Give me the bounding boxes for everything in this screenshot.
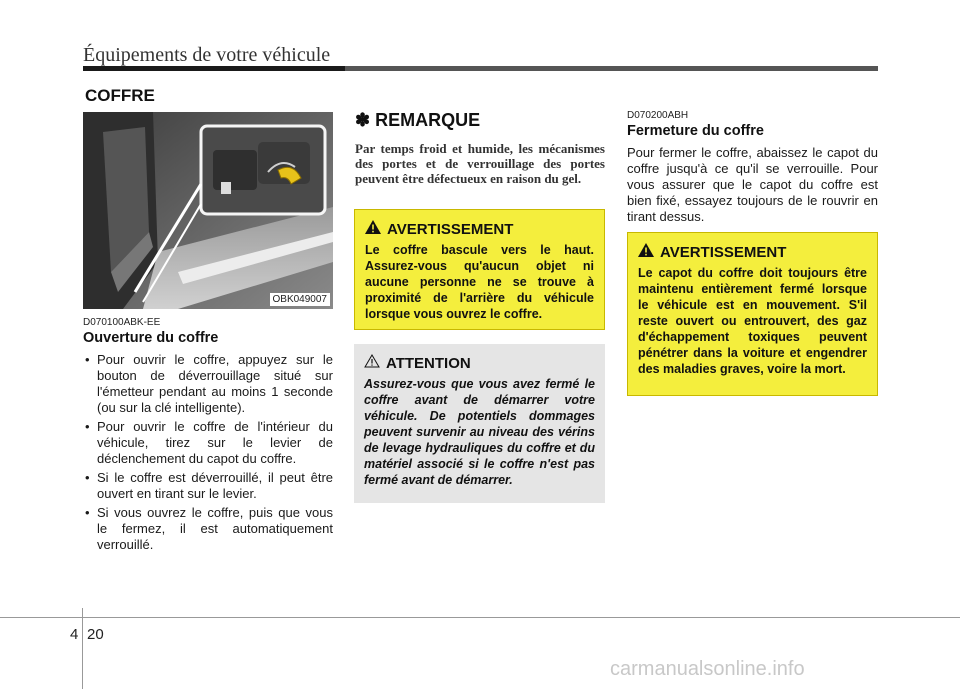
attention-title: ATTENTION bbox=[386, 355, 471, 372]
section-title: COFFRE bbox=[85, 86, 155, 105]
remark-title: ✽ REMARQUE bbox=[355, 110, 481, 130]
watermark: carmanualsonline.info bbox=[610, 658, 805, 680]
warning-title: AVERTISSEMENT bbox=[387, 221, 514, 238]
closing-text: Pour fermer le coffre, abaissez le capot du coffre jusqu'à ce qu'il se verrouille. Pour vous assurer que le capot du coffre est bien fixé, essayez toujours de le rouvrir en tirant dessus. bbox=[627, 145, 878, 224]
warning-triangle-icon bbox=[365, 220, 381, 239]
footer-divider bbox=[82, 608, 83, 689]
list-item: • Si vous ouvrez le coffre, puis que vous le fermez, il est automatiquement verrouillé. bbox=[83, 505, 333, 553]
attention-box bbox=[354, 344, 605, 503]
caution-triangle-icon bbox=[364, 354, 380, 373]
header-rule bbox=[83, 66, 878, 71]
subsection-title: Ouverture du coffre bbox=[83, 330, 219, 346]
instruction-list bbox=[83, 352, 333, 553]
list-item: • Si le coffre est déverrouillé, il peut être ouvert en tirant sur le levier. bbox=[83, 470, 333, 502]
page-header-title: Équipements de votre véhicule bbox=[83, 44, 331, 66]
list-item: • Pour ouvrir le coffre, appuyez sur le bouton de déverrouillage situé sur l'émetteur pendant au moins 1 seconde (ou sur la clé intelligente). bbox=[83, 352, 333, 416]
section-code: D070200ABH bbox=[627, 110, 689, 121]
closing-section bbox=[627, 110, 878, 225]
door-sill-illustration bbox=[83, 112, 333, 309]
remark-text: Par temps froid et humide, les mécanismes des portes et de verrouillage des portes peuvent être défectueux en raison du gel. bbox=[355, 141, 605, 186]
section-code: D070100ABK-EE bbox=[83, 317, 161, 328]
list-item: • Pour ouvrir le coffre de l'intérieur du véhicule, tirez sur le levier de déclenchement du capot du coffre. bbox=[83, 419, 333, 467]
trunk-release-photo bbox=[83, 112, 333, 309]
page-number: 20 bbox=[87, 626, 104, 643]
subsection-title: Fermeture du coffre bbox=[627, 123, 764, 139]
footer-rule bbox=[0, 617, 960, 618]
photo-caption: OBK049007 bbox=[270, 293, 331, 306]
warning-text: Le capot du coffre doit toujours être maintenu entièrement fermé lorsque le véhicule est en mouvement. S'il reste ouvert ou entrouvert, des gaz d'échappement toxiques peuvent pénétrer dans la voiture et engendrer des maladies graves, voire la mort. bbox=[638, 266, 867, 376]
chapter-number: 4 bbox=[70, 626, 79, 643]
warning-triangle-icon bbox=[638, 243, 654, 262]
warning-text: Le coffre bascule vers le haut. Assurez-vous qu'aucun objet ni aucune personne ne se trouve à proximité de l'arrière du véhicule lorsque vous ouvrez le coffre. bbox=[365, 243, 594, 321]
opening-section bbox=[83, 317, 333, 556]
warning-title: AVERTISSEMENT bbox=[660, 244, 787, 261]
attention-text: Assurez-vous que vous avez fermé le coffre avant de démarrer votre véhicule. De potentiels dommages peuvent survenir au niveau des vérins de levage hydrauliques du coffre et du matériel associé si le coffre n'est pas fermé avant de démarrer. bbox=[364, 377, 595, 487]
remark-section bbox=[355, 110, 605, 186]
warning-box-closing bbox=[627, 232, 878, 396]
warning-box-opening bbox=[354, 209, 605, 330]
